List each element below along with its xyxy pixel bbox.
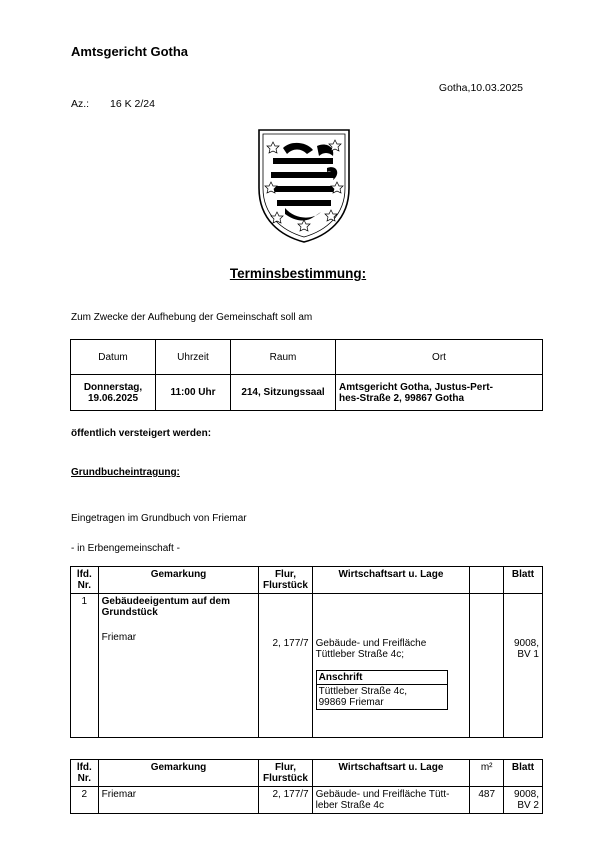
erbengemeinschaft-text: - in Erbengemeinschaft - [71,543,180,554]
gebaeude-label: Gebäudeeigentum auf dem Grundstück [101,596,230,618]
row-wirtschaftsart: Gebäude- und Freifläche Tüttleber Straße 4c; Anschrift Tüttleber Straße 4c, 99869 Friemar [312,594,470,738]
grundbuch-heading: Grundbucheintragung: [71,467,180,478]
header-wirtschaftsart: Wirtschaftsart u. Lage [312,760,470,787]
termin-raum: 214, Sitzungssaal [231,375,336,411]
termin-datum: Donnerstag, 19.06.2025 [71,375,156,411]
header-gemarkung: Gemarkung [98,760,259,787]
row-wirtschaftsart: Gebäude- und Freifläche Tütt- leber Straße 4c [312,787,470,814]
court-name: Amtsgericht Gotha [71,44,189,59]
header-blatt: Blatt [504,567,543,594]
row-m2-empty [470,594,504,738]
property-table-2 [70,759,543,814]
header-flur: Flur, Flurstück [259,760,312,787]
header-m2-empty [470,567,504,594]
gemarkung-value: Friemar [101,632,137,643]
property-table-2-header [71,760,543,787]
header-ort: Ort [336,340,543,375]
termin-uhrzeit: 11:00 Uhr [156,375,231,411]
header-lfd-nr: lfd. Nr. [71,567,99,594]
document-date: Gotha,10.03.2025 [438,82,523,94]
thuringia-coat-of-arms-icon [255,128,353,244]
auction-text: öffentlich versteigert werden: [71,428,212,439]
eingetragen-text: Eingetragen im Grundbuch von Friemar [71,513,247,524]
header-m2: m² [470,760,504,787]
row-blatt: 9008, BV 2 [504,787,543,814]
header-flur: Flur, Flurstück [259,567,312,594]
page-title: Terminsbestimmung: [229,266,367,281]
header-datum: Datum [71,340,156,375]
property-table-1-header [71,567,543,594]
intro-text: Zum Zwecke der Aufhebung der Gemeinschaft soll am [71,312,313,323]
row-lfd-nr: 2 [71,787,99,814]
header-gemarkung: Gemarkung [98,567,259,594]
table-row [71,787,543,814]
anschrift-label: Anschrift [317,671,447,685]
row-blatt: 9008, BV 1 [504,594,543,738]
case-reference [71,98,155,110]
header-wirtschaftsart: Wirtschaftsart u. Lage [312,567,470,594]
termin-ort: Amtsgericht Gotha, Justus-Pert- hes-Straße 2, 99867 Gotha [336,375,543,411]
property-table-1 [70,566,543,738]
row-gemarkung: Friemar [98,787,259,814]
row-gemarkung [98,594,259,738]
termin-table [70,339,543,411]
anschrift-box [316,670,448,710]
header-blatt: Blatt [504,760,543,787]
row-flur: 2, 177/7 [259,594,312,738]
row-flur: 2, 177/7 [259,787,312,814]
termin-header-row [71,340,543,375]
row-lfd-nr: 1 [71,594,99,738]
az-label: Az.: [71,98,90,110]
table-row [71,594,543,738]
header-lfd-nr: lfd. Nr. [71,760,99,787]
az-number: 16 K 2/24 [110,98,155,110]
header-raum: Raum [231,340,336,375]
row-m2: 487 [470,787,504,814]
header-uhrzeit: Uhrzeit [156,340,231,375]
anschrift-value: Tüttleber Straße 4c, 99869 Friemar [318,686,407,708]
termin-row [71,375,543,411]
